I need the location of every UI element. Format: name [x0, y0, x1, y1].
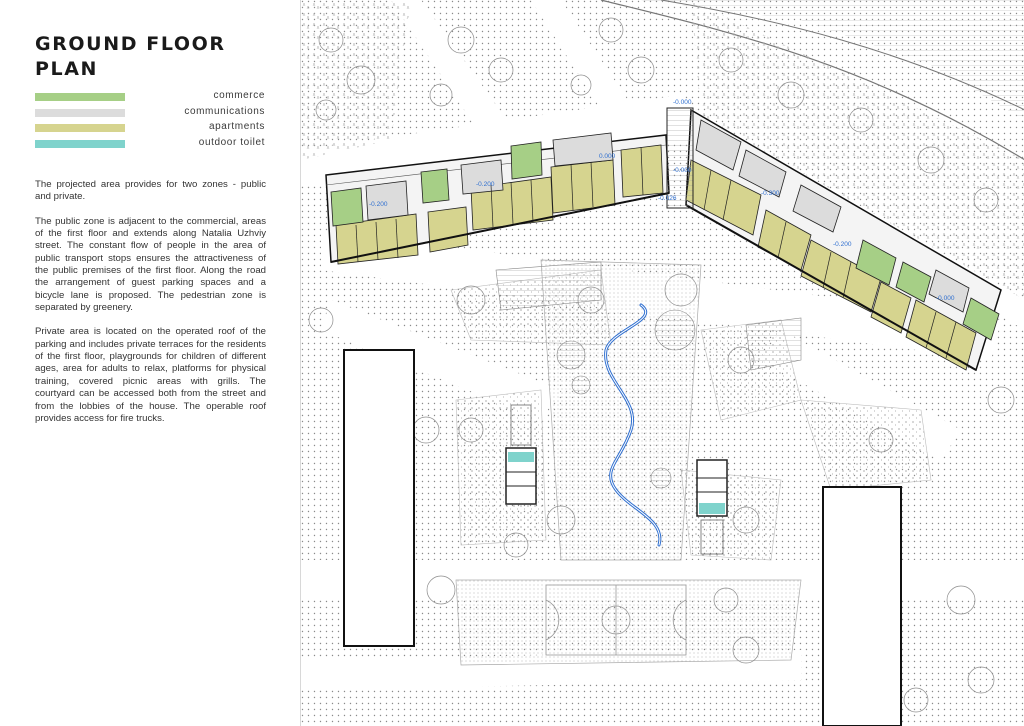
legend-item-communications [35, 106, 265, 122]
legend-swatch-apartments [35, 124, 125, 132]
level-mark: -0.026 [658, 195, 677, 202]
level-mark: -0.200 [833, 241, 852, 248]
building-west [344, 350, 414, 646]
description [35, 179, 266, 437]
legend-label-communications: communications [184, 105, 265, 117]
legend [35, 90, 265, 152]
site-plan-drawing [301, 0, 1024, 726]
level-mark: -0.000 [673, 99, 692, 106]
legend-item-apartments [35, 121, 265, 137]
legend-swatch-commerce [35, 93, 125, 101]
title-line-1: GROUND FLOOR [35, 33, 226, 55]
level-mark: 0.000 [599, 153, 616, 160]
level-mark: -0.000 [936, 295, 955, 302]
legend-label-outdoor-toilet: outdoor toilet [198, 136, 265, 148]
sidebar [0, 0, 298, 726]
building-east [823, 487, 901, 726]
level-mark: -0.200 [476, 181, 495, 188]
level-mark: -0.300 [761, 190, 780, 197]
level-mark: -0.000 [673, 167, 692, 174]
description-paragraph-3: Private area is located on the operated roof of the parking and includes private terraces for the residents of the first floor, playgrounds for children of different ages, area for adults to relax, platforms for physical training, covered picnic areas with grills. The courtyard can be accessed both from the street and from the lobbies of the house. The operable roof provides access for fire trucks. [35, 326, 266, 424]
legend-item-outdoor-toilet [35, 137, 265, 153]
legend-swatch-communications [35, 109, 125, 117]
legend-swatch-outdoor-toilet [35, 140, 125, 148]
site-plan [300, 0, 1024, 726]
legend-label-commerce: commerce [213, 90, 265, 101]
description-paragraph-1: The projected area provides for two zones - public and private. [35, 179, 266, 203]
page-title [35, 32, 226, 82]
central-stair [667, 108, 693, 208]
title-line-2: PLAN [35, 58, 99, 80]
legend-item-commerce [35, 90, 265, 106]
level-mark: -0.200 [369, 201, 388, 208]
description-paragraph-2: The public zone is adjacent to the commercial, areas of the first floor and extends along Natalia Uzhviy street. The constant flow of people in the area of public transport stops ensures the attractiveness of the public premises of the first floor. Along the road the arrangement of guest parking spaces and a bicycle lane is proposed. The pedestrian zone is separated by greenery. [35, 215, 266, 314]
legend-label-apartments: apartments [208, 121, 265, 132]
